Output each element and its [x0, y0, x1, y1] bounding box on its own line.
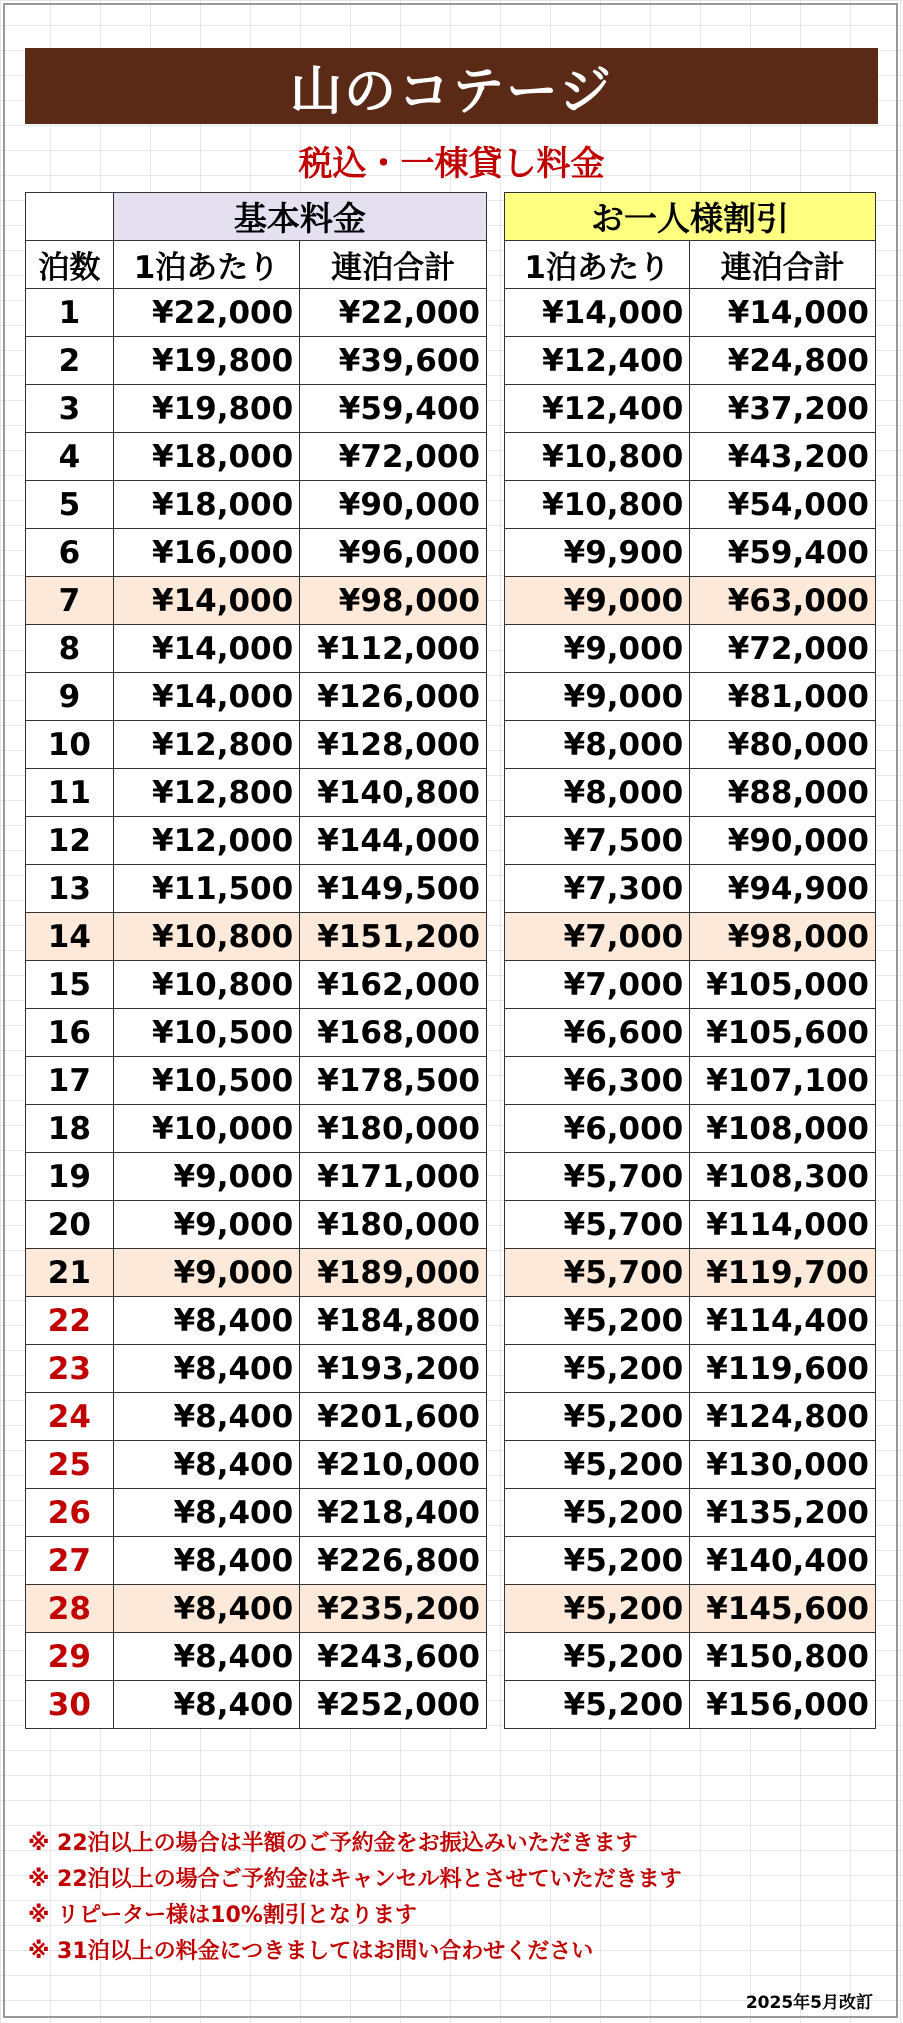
nights-cell: 23: [26, 1345, 114, 1393]
table-row: [26, 1537, 487, 1585]
blank-header-cell: [26, 193, 114, 241]
basic-total-cell: ¥184,800: [300, 1297, 487, 1345]
basic-per-night-cell: ¥12,000: [113, 817, 299, 865]
single-total-cell: ¥24,800: [690, 337, 876, 385]
basic-total-cell: ¥178,500: [300, 1057, 487, 1105]
basic-total-cell: ¥22,000: [300, 289, 487, 337]
nights-cell: 26: [26, 1489, 114, 1537]
table-row: [505, 433, 876, 481]
nights-cell: 24: [26, 1393, 114, 1441]
basic-total-cell: ¥171,000: [300, 1153, 487, 1201]
basic-per-night-cell: ¥8,400: [113, 1297, 299, 1345]
basic-total-cell: ¥96,000: [300, 529, 487, 577]
basic-per-night-cell: ¥19,800: [113, 385, 299, 433]
table-row: [26, 577, 487, 625]
single-total-cell: ¥119,700: [690, 1249, 876, 1297]
table-row: [26, 481, 487, 529]
nights-cell: 22: [26, 1297, 114, 1345]
table-row: [26, 1345, 487, 1393]
single-per-night-cell: ¥6,000: [505, 1105, 690, 1153]
single-per-night-cell: ¥6,600: [505, 1009, 690, 1057]
basic-total-cell: ¥39,600: [300, 337, 487, 385]
nights-cell: 13: [26, 865, 114, 913]
table-row: [26, 1105, 487, 1153]
single-per-night-cell: ¥6,300: [505, 1057, 690, 1105]
basic-per-night-cell: ¥18,000: [113, 481, 299, 529]
nights-cell: 20: [26, 1201, 114, 1249]
basic-per-night-cell: ¥8,400: [113, 1489, 299, 1537]
single-total-cell: ¥59,400: [690, 529, 876, 577]
table-row: [26, 1057, 487, 1105]
basic-per-night-cell: ¥10,500: [113, 1057, 299, 1105]
single-per-night-cell: ¥5,200: [505, 1681, 690, 1729]
nights-cell: 3: [26, 385, 114, 433]
table-row: [26, 1633, 487, 1681]
table-row: [505, 1009, 876, 1057]
table-row: [505, 289, 876, 337]
single-total-cell: ¥107,100: [690, 1057, 876, 1105]
nights-cell: 10: [26, 721, 114, 769]
notes-list: [28, 1826, 878, 1970]
single-total-cell: ¥108,000: [690, 1105, 876, 1153]
table-row: [26, 625, 487, 673]
single-total-cell: ¥119,600: [690, 1345, 876, 1393]
basic-per-night-cell: ¥14,000: [113, 625, 299, 673]
nights-cell: 4: [26, 433, 114, 481]
table-row: [26, 721, 487, 769]
table-row: [505, 1201, 876, 1249]
table-row: [505, 385, 876, 433]
basic-total-cell: ¥151,200: [300, 913, 487, 961]
nights-cell: 30: [26, 1681, 114, 1729]
basic-per-night-cell: ¥10,000: [113, 1105, 299, 1153]
table-row: [26, 529, 487, 577]
single-total-cell: ¥105,600: [690, 1009, 876, 1057]
basic-total-cell: ¥243,600: [300, 1633, 487, 1681]
basic-total-header: 連泊合計: [300, 241, 487, 289]
single-per-night-cell: ¥5,200: [505, 1489, 690, 1537]
basic-per-night-cell: ¥12,800: [113, 721, 299, 769]
table-row: [26, 1249, 487, 1297]
nights-cell: 11: [26, 769, 114, 817]
nights-cell: 17: [26, 1057, 114, 1105]
single-per-night-cell: ¥5,200: [505, 1585, 690, 1633]
table-row: [505, 961, 876, 1009]
single-total-cell: ¥63,000: [690, 577, 876, 625]
nights-cell: 5: [26, 481, 114, 529]
basic-per-night-cell: ¥8,400: [113, 1393, 299, 1441]
basic-per-night-cell: ¥22,000: [113, 289, 299, 337]
single-per-night-cell: ¥7,000: [505, 913, 690, 961]
single-per-night-cell: ¥7,500: [505, 817, 690, 865]
single-per-night-cell: ¥10,800: [505, 433, 690, 481]
table-row: [26, 817, 487, 865]
single-total-cell: ¥37,200: [690, 385, 876, 433]
single-per-night-cell: ¥10,800: [505, 481, 690, 529]
single-discount-table: [504, 192, 876, 1729]
table-row: [505, 673, 876, 721]
single-total-cell: ¥80,000: [690, 721, 876, 769]
single-total-cell: ¥43,200: [690, 433, 876, 481]
nights-cell: 9: [26, 673, 114, 721]
table-row: [26, 1441, 487, 1489]
note-reservation-deposit: ※ 22泊以上の場合は半額のご予約金をお振込みいただきます: [28, 1831, 638, 1856]
single-per-night-cell: ¥5,200: [505, 1441, 690, 1489]
nights-cell: 25: [26, 1441, 114, 1489]
single-total-cell: ¥150,800: [690, 1633, 876, 1681]
basic-rate-table: [25, 192, 487, 1729]
basic-total-cell: ¥189,000: [300, 1249, 487, 1297]
nights-cell: 27: [26, 1537, 114, 1585]
basic-total-cell: ¥235,200: [300, 1585, 487, 1633]
single-per-night-cell: ¥5,200: [505, 1297, 690, 1345]
single-total-cell: ¥14,000: [690, 289, 876, 337]
nights-cell: 7: [26, 577, 114, 625]
basic-total-cell: ¥201,600: [300, 1393, 487, 1441]
single-total-cell: ¥135,200: [690, 1489, 876, 1537]
single-per-night-cell: ¥5,700: [505, 1249, 690, 1297]
basic-total-cell: ¥226,800: [300, 1537, 487, 1585]
table-row: [505, 1153, 876, 1201]
table-row: [505, 817, 876, 865]
single-total-cell: ¥98,000: [690, 913, 876, 961]
table-row: [505, 1681, 876, 1729]
single-per-night-cell: ¥5,200: [505, 1633, 690, 1681]
single-total-cell: ¥114,000: [690, 1201, 876, 1249]
single-per-night-cell: ¥5,200: [505, 1393, 690, 1441]
basic-per-night-cell: ¥8,400: [113, 1441, 299, 1489]
single-total-cell: ¥94,900: [690, 865, 876, 913]
single-total-cell: ¥105,000: [690, 961, 876, 1009]
table-row: [26, 1489, 487, 1537]
nights-cell: 19: [26, 1153, 114, 1201]
single-per-night-cell: ¥9,000: [505, 625, 690, 673]
nights-cell: 29: [26, 1633, 114, 1681]
table-row: [505, 529, 876, 577]
table-row: [26, 1153, 487, 1201]
table-row: [26, 913, 487, 961]
note-long-stay-inquiry: ※ 31泊以上の料金につきましてはお問い合わせください: [28, 1939, 594, 1964]
basic-rate-header: 基本料金: [113, 193, 486, 241]
single-per-night-cell: ¥5,700: [505, 1201, 690, 1249]
single-per-night-header: 1泊あたり: [505, 241, 690, 289]
basic-total-cell: ¥180,000: [300, 1201, 487, 1249]
single-total-cell: ¥140,400: [690, 1537, 876, 1585]
table-row: [505, 1537, 876, 1585]
basic-total-cell: ¥252,000: [300, 1681, 487, 1729]
table-row: [505, 1057, 876, 1105]
page-title: 山のコテージ: [290, 61, 613, 122]
table-row: [26, 961, 487, 1009]
table-row: [505, 721, 876, 769]
table-row: [26, 1297, 487, 1345]
table-row: [26, 433, 487, 481]
table-row: [505, 1249, 876, 1297]
note-repeater-discount: ※ リピーター様は10%割引となります: [28, 1903, 417, 1928]
table-row: [26, 673, 487, 721]
nights-cell: 1: [26, 289, 114, 337]
single-per-night-cell: ¥5,200: [505, 1537, 690, 1585]
basic-per-night-cell: ¥9,000: [113, 1201, 299, 1249]
table-row: [26, 385, 487, 433]
basic-per-night-cell: ¥10,800: [113, 913, 299, 961]
basic-total-cell: ¥59,400: [300, 385, 487, 433]
basic-per-night-cell: ¥12,800: [113, 769, 299, 817]
table-row: [26, 865, 487, 913]
table-row: [26, 289, 487, 337]
table-row: [26, 1393, 487, 1441]
page-subtitle: 税込・一棟貸し料金: [298, 143, 605, 184]
basic-total-cell: ¥149,500: [300, 865, 487, 913]
basic-per-night-cell: ¥8,400: [113, 1345, 299, 1393]
table-row: [505, 1105, 876, 1153]
basic-per-night-cell: ¥9,000: [113, 1249, 299, 1297]
single-per-night-cell: ¥7,300: [505, 865, 690, 913]
table-row: [505, 913, 876, 961]
basic-total-cell: ¥140,800: [300, 769, 487, 817]
revision-date: 2025年5月改訂: [745, 1993, 873, 2013]
table-row: [505, 1297, 876, 1345]
note-cancellation: ※ 22泊以上の場合ご予約金はキャンセル料とさせていただきます: [28, 1867, 682, 1892]
basic-per-night-cell: ¥8,400: [113, 1537, 299, 1585]
nights-cell: 12: [26, 817, 114, 865]
single-total-cell: ¥90,000: [690, 817, 876, 865]
table-row: [505, 769, 876, 817]
nights-cell: 14: [26, 913, 114, 961]
table-row: [505, 625, 876, 673]
nights-cell: 16: [26, 1009, 114, 1057]
table-row: [505, 1345, 876, 1393]
table-row: [505, 1393, 876, 1441]
basic-total-cell: ¥90,000: [300, 481, 487, 529]
nights-cell: 21: [26, 1249, 114, 1297]
single-total-cell: ¥88,000: [690, 769, 876, 817]
table-row: [505, 577, 876, 625]
table-row: [26, 337, 487, 385]
basic-per-night-cell: ¥10,500: [113, 1009, 299, 1057]
single-total-cell: ¥145,600: [690, 1585, 876, 1633]
single-total-cell: ¥54,000: [690, 481, 876, 529]
basic-total-cell: ¥72,000: [300, 433, 487, 481]
single-per-night-cell: ¥9,000: [505, 577, 690, 625]
single-per-night-cell: ¥7,000: [505, 961, 690, 1009]
single-total-cell: ¥156,000: [690, 1681, 876, 1729]
single-per-night-cell: ¥5,200: [505, 1345, 690, 1393]
table-row: [26, 1681, 487, 1729]
single-total-header: 連泊合計: [690, 241, 876, 289]
single-total-cell: ¥72,000: [690, 625, 876, 673]
basic-per-night-cell: ¥10,800: [113, 961, 299, 1009]
single-per-night-cell: ¥12,400: [505, 337, 690, 385]
nights-cell: 8: [26, 625, 114, 673]
table-row: [26, 1009, 487, 1057]
nights-cell: 6: [26, 529, 114, 577]
nights-cell: 28: [26, 1585, 114, 1633]
basic-total-cell: ¥128,000: [300, 721, 487, 769]
table-row: [505, 337, 876, 385]
single-per-night-cell: ¥8,000: [505, 721, 690, 769]
basic-total-cell: ¥180,000: [300, 1105, 487, 1153]
single-per-night-cell: ¥14,000: [505, 289, 690, 337]
table-row: [505, 1441, 876, 1489]
basic-per-night-cell: ¥8,400: [113, 1585, 299, 1633]
basic-per-night-cell: ¥8,400: [113, 1681, 299, 1729]
single-per-night-cell: ¥12,400: [505, 385, 690, 433]
single-discount-header: お一人様割引: [505, 193, 876, 241]
basic-per-night-cell: ¥8,400: [113, 1633, 299, 1681]
single-per-night-cell: ¥5,700: [505, 1153, 690, 1201]
single-per-night-cell: ¥9,900: [505, 529, 690, 577]
single-total-cell: ¥124,800: [690, 1393, 876, 1441]
basic-per-night-cell: ¥18,000: [113, 433, 299, 481]
single-total-cell: ¥108,300: [690, 1153, 876, 1201]
basic-per-night-cell: ¥9,000: [113, 1153, 299, 1201]
basic-per-night-cell: ¥19,800: [113, 337, 299, 385]
table-row: [505, 1633, 876, 1681]
table-row: [505, 481, 876, 529]
basic-per-night-cell: ¥11,500: [113, 865, 299, 913]
basic-total-cell: ¥112,000: [300, 625, 487, 673]
table-row: [505, 1489, 876, 1537]
table-row: [26, 769, 487, 817]
single-total-cell: ¥130,000: [690, 1441, 876, 1489]
nights-column-header: 泊数: [26, 241, 114, 289]
title-banner: [25, 48, 878, 124]
basic-total-cell: ¥210,000: [300, 1441, 487, 1489]
nights-cell: 2: [26, 337, 114, 385]
single-total-cell: ¥114,400: [690, 1297, 876, 1345]
basic-total-cell: ¥126,000: [300, 673, 487, 721]
single-total-cell: ¥81,000: [690, 673, 876, 721]
basic-total-cell: ¥98,000: [300, 577, 487, 625]
basic-total-cell: ¥162,000: [300, 961, 487, 1009]
table-row: [505, 1585, 876, 1633]
single-per-night-cell: ¥8,000: [505, 769, 690, 817]
basic-per-night-header: 1泊あたり: [113, 241, 299, 289]
nights-cell: 15: [26, 961, 114, 1009]
table-row: [505, 865, 876, 913]
basic-per-night-cell: ¥14,000: [113, 673, 299, 721]
basic-total-cell: ¥144,000: [300, 817, 487, 865]
basic-per-night-cell: ¥16,000: [113, 529, 299, 577]
basic-total-cell: ¥193,200: [300, 1345, 487, 1393]
basic-per-night-cell: ¥14,000: [113, 577, 299, 625]
nights-cell: 18: [26, 1105, 114, 1153]
single-per-night-cell: ¥9,000: [505, 673, 690, 721]
table-row: [26, 1585, 487, 1633]
basic-total-cell: ¥168,000: [300, 1009, 487, 1057]
table-row: [26, 1201, 487, 1249]
basic-total-cell: ¥218,400: [300, 1489, 487, 1537]
